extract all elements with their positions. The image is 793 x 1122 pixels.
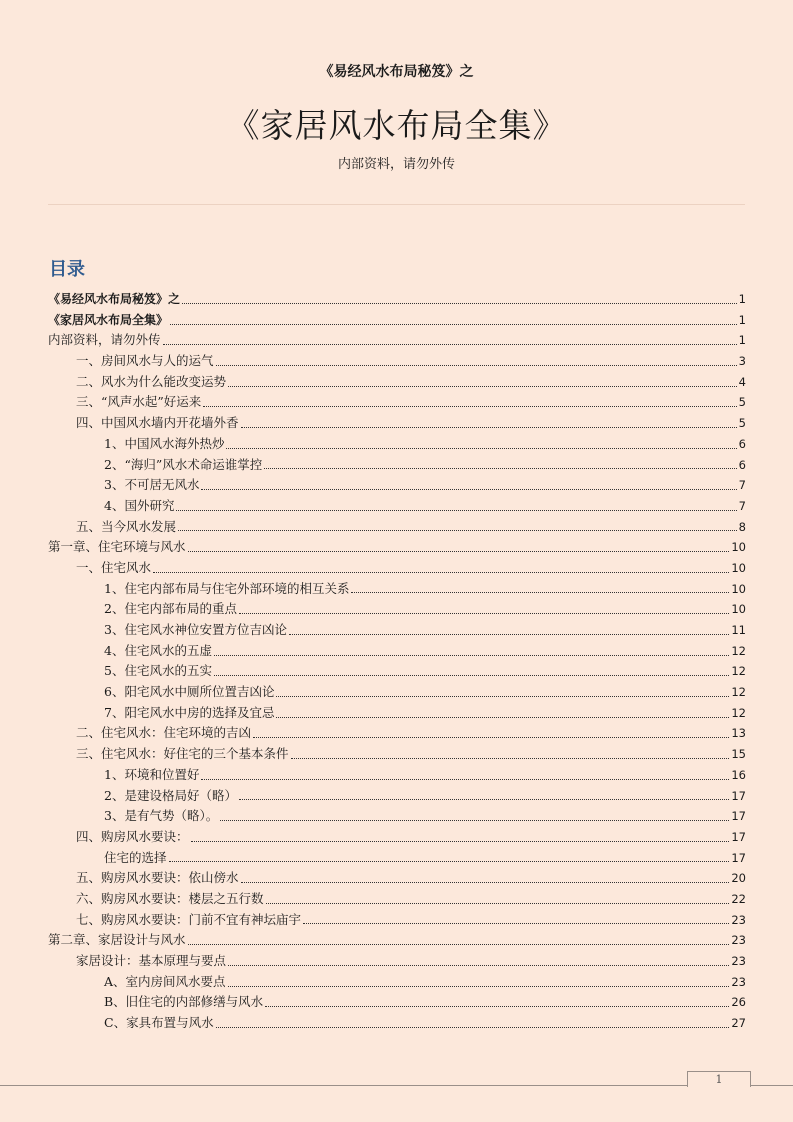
toc-leader [178, 530, 737, 531]
toc-entry[interactable] [48, 310, 746, 331]
toc-leader [201, 779, 729, 780]
toc-entry-title: 2、是建设格局好（略） [104, 787, 237, 803]
toc-leader [226, 448, 736, 449]
toc-entry-page: 10 [731, 602, 746, 617]
toc-entry-title: 五、当今风水发展 [76, 518, 177, 534]
toc-leader [228, 965, 729, 966]
toc-leader [276, 717, 729, 718]
toc-entry-title: 《易经风水布局秘笈》之 [48, 292, 181, 306]
toc-leader [214, 655, 729, 656]
toc-heading: 目录 [49, 259, 85, 280]
toc-entry-page: 26 [731, 995, 746, 1010]
toc-entry[interactable] [48, 517, 746, 538]
toc-entry-page: 15 [731, 747, 746, 762]
toc-entry-page: 10 [731, 560, 746, 575]
toc-leader [176, 510, 736, 511]
toc-entry[interactable] [48, 848, 746, 869]
toc-entry-title: 3、不可居无风水 [104, 477, 200, 493]
toc-entry[interactable] [48, 806, 746, 827]
toc-entry-page: 12 [731, 685, 746, 700]
toc-entry[interactable] [48, 475, 746, 496]
toc-entry-title: 三、住宅风水：好住宅的三个基本条件 [76, 746, 289, 762]
toc-entry-title: 4、住宅风水的五虚 [104, 642, 212, 658]
toc-entry-page: 1 [738, 292, 746, 306]
toc-entry-title: 《家居风水布局全集》 [48, 312, 169, 327]
toc-entry-title: C、家具布置与风水 [104, 1015, 214, 1031]
toc-entry[interactable] [48, 599, 746, 620]
toc-leader [203, 406, 736, 407]
toc-leader [182, 303, 737, 304]
toc-entry[interactable] [48, 289, 746, 310]
toc-entry[interactable] [48, 868, 746, 889]
toc-entry-page: 23 [731, 933, 746, 948]
toc-entry-title: 二、住宅风水：住宅环境的吉凶 [76, 725, 252, 741]
toc-leader [214, 675, 729, 676]
toc-entry[interactable] [48, 1013, 746, 1034]
toc-entry-page: 17 [731, 850, 746, 865]
toc-leader [228, 986, 730, 987]
toc-entry-page: 6 [738, 436, 746, 451]
toc-leader [239, 613, 729, 614]
toc-entry-page: 11 [731, 623, 746, 637]
toc-entry[interactable] [48, 372, 746, 393]
toc-entry-title: 二、风水为什么能改变运势 [76, 373, 227, 389]
toc-entry-page: 20 [731, 871, 746, 886]
toc-entry[interactable] [48, 889, 746, 910]
toc-entry[interactable] [48, 930, 746, 951]
toc-leader [241, 427, 737, 428]
toc-entry-page: 12 [731, 705, 746, 720]
toc-entry-page: 17 [731, 829, 746, 844]
toc-entry[interactable] [48, 723, 746, 744]
toc-leader [289, 634, 729, 635]
page-number: 1 [687, 1071, 751, 1087]
toc-leader [220, 820, 729, 821]
toc-entry-page: 13 [731, 726, 746, 741]
footer-divider [0, 1085, 793, 1086]
toc-leader [191, 841, 730, 842]
toc-entry-title: 1、住宅内部布局与住宅外部环境的相互关系 [104, 580, 350, 596]
toc-entry-page: 23 [731, 954, 746, 968]
toc-entry[interactable] [48, 434, 746, 455]
toc-entry[interactable] [48, 827, 746, 848]
toc-entry-page: 5 [738, 395, 746, 410]
toc-entry-page: 3 [738, 354, 746, 369]
toc-leader [303, 923, 729, 924]
toc-entry-title: 5、住宅风水的五实 [104, 663, 212, 679]
toc-leader [265, 1006, 729, 1007]
document-subtitle: 内部资料，请勿外传 [337, 157, 455, 172]
toc-entry-page: 7 [738, 478, 746, 493]
toc-entry[interactable] [48, 765, 746, 786]
toc-entry-page: 8 [738, 519, 746, 534]
document-series-title: 《易经风水布局秘笈》之 [319, 64, 474, 80]
toc-entry[interactable] [48, 496, 746, 517]
toc-entry-title: 1、环境和位置好 [104, 766, 200, 782]
toc-entry-page: 12 [731, 643, 746, 658]
toc-entry[interactable] [48, 579, 746, 600]
toc-entry-title: 第二章、家居设计与风水 [48, 932, 186, 948]
toc-entry-page: 6 [738, 457, 746, 472]
toc-entry-page: 10 [731, 540, 746, 555]
toc-entry-title: B、旧住宅的内部修缮与风水 [104, 994, 264, 1010]
header-divider [48, 204, 745, 205]
toc-entry-title: 七、购房风水要诀：门前不宜有神坛庙宇 [76, 911, 302, 927]
toc-entry[interactable] [48, 413, 746, 434]
toc-entry-title: 6、阳宅风水中厕所位置吉凶论 [104, 684, 275, 700]
toc-entry[interactable] [48, 992, 746, 1013]
toc-entry-page: 27 [731, 1016, 746, 1031]
toc-entry-title: 六、购房风水要诀：楼层之五行数 [76, 890, 264, 906]
toc-entry[interactable] [48, 392, 746, 413]
toc-entry-title: 3、是有气势（略）。 [104, 808, 219, 824]
toc-leader [170, 324, 737, 325]
toc-leader [169, 861, 730, 862]
toc-entry-page: 7 [738, 498, 746, 513]
toc-entry[interactable] [48, 972, 746, 993]
toc-leader [201, 489, 736, 490]
toc-leader [241, 882, 730, 883]
toc-leader [291, 758, 730, 759]
toc-entry-title: 四、中国风水墙内开花墙外香 [76, 415, 239, 431]
toc-entry-page: 23 [731, 974, 746, 989]
toc-entry[interactable] [48, 786, 746, 807]
toc-entry-title: 7、阳宅风水中房的选择及宜忌 [104, 704, 275, 720]
toc-entry[interactable] [48, 455, 746, 476]
toc-entry-page: 5 [738, 416, 746, 431]
toc-entry-title: 家居设计：基本原理与要点 [76, 953, 227, 968]
toc-entry-title: A、室内房间风水要点 [104, 973, 226, 989]
toc-entry-page: 10 [731, 581, 746, 596]
toc-entry[interactable] [48, 330, 746, 351]
toc-entry-title: 五、购房风水要诀：依山傍水 [76, 870, 239, 886]
toc-entry-title: 2、住宅内部布局的重点 [104, 601, 237, 617]
toc-leader [239, 799, 729, 800]
toc-entry[interactable] [48, 910, 746, 931]
toc-leader [216, 365, 737, 366]
toc-entry[interactable] [48, 682, 746, 703]
toc-leader [228, 386, 737, 387]
toc-entry-title: 2、“海归”风水术命运谁掌控 [104, 456, 263, 472]
toc-entry-title: 第一章、住宅环境与风水 [48, 539, 186, 555]
toc-leader [276, 696, 729, 697]
document-title: 《家居风水布局全集》 [226, 106, 567, 145]
toc-entry-title: 3、住宅风水神位安置方位吉凶论 [104, 622, 287, 637]
toc-leader [253, 737, 729, 738]
toc-entry-page: 22 [731, 891, 746, 906]
toc-entry-title: 三、“风声水起”好运来 [76, 394, 202, 410]
toc-entry-title: 1、中国风水海外热炒 [104, 435, 225, 451]
toc-entry-title: 一、住宅风水 [76, 559, 152, 575]
toc-entry[interactable] [48, 661, 746, 682]
toc-entry-title: 一、房间风水与人的运气 [76, 353, 214, 369]
toc-leader [264, 468, 736, 469]
toc-entry[interactable] [48, 351, 746, 372]
toc-entry-page: 17 [731, 809, 746, 824]
toc-entry-page: 17 [731, 788, 746, 803]
toc-entry-title: 住宅的选择 [104, 849, 167, 865]
toc-entry-page: 1 [738, 333, 746, 348]
toc-entry[interactable] [48, 620, 746, 641]
toc-entry-title: 4、国外研究 [104, 497, 175, 513]
toc-leader [163, 344, 737, 345]
toc-entry[interactable] [48, 703, 746, 724]
toc-leader [188, 944, 730, 945]
toc-leader [216, 1027, 730, 1028]
toc-entry[interactable] [48, 558, 746, 579]
toc-entry-title: 内部资料，请勿外传 [48, 332, 161, 348]
toc-entry[interactable] [48, 744, 746, 765]
toc-entry-page: 4 [738, 374, 746, 389]
toc-entry[interactable] [48, 951, 746, 972]
toc-leader [153, 572, 729, 573]
toc-leader [266, 903, 730, 904]
toc-entry-page: 16 [731, 767, 746, 782]
toc-entry-page: 23 [731, 912, 746, 927]
toc-leader [188, 551, 730, 552]
toc-entry-page: 12 [731, 664, 746, 679]
toc-leader [351, 592, 729, 593]
toc-entry[interactable] [48, 537, 746, 558]
toc-entry[interactable] [48, 641, 746, 662]
toc-entry-page: 1 [738, 312, 746, 327]
toc-entry-title: 四、购房风水要诀： [76, 828, 189, 844]
table-of-contents [48, 289, 746, 1034]
